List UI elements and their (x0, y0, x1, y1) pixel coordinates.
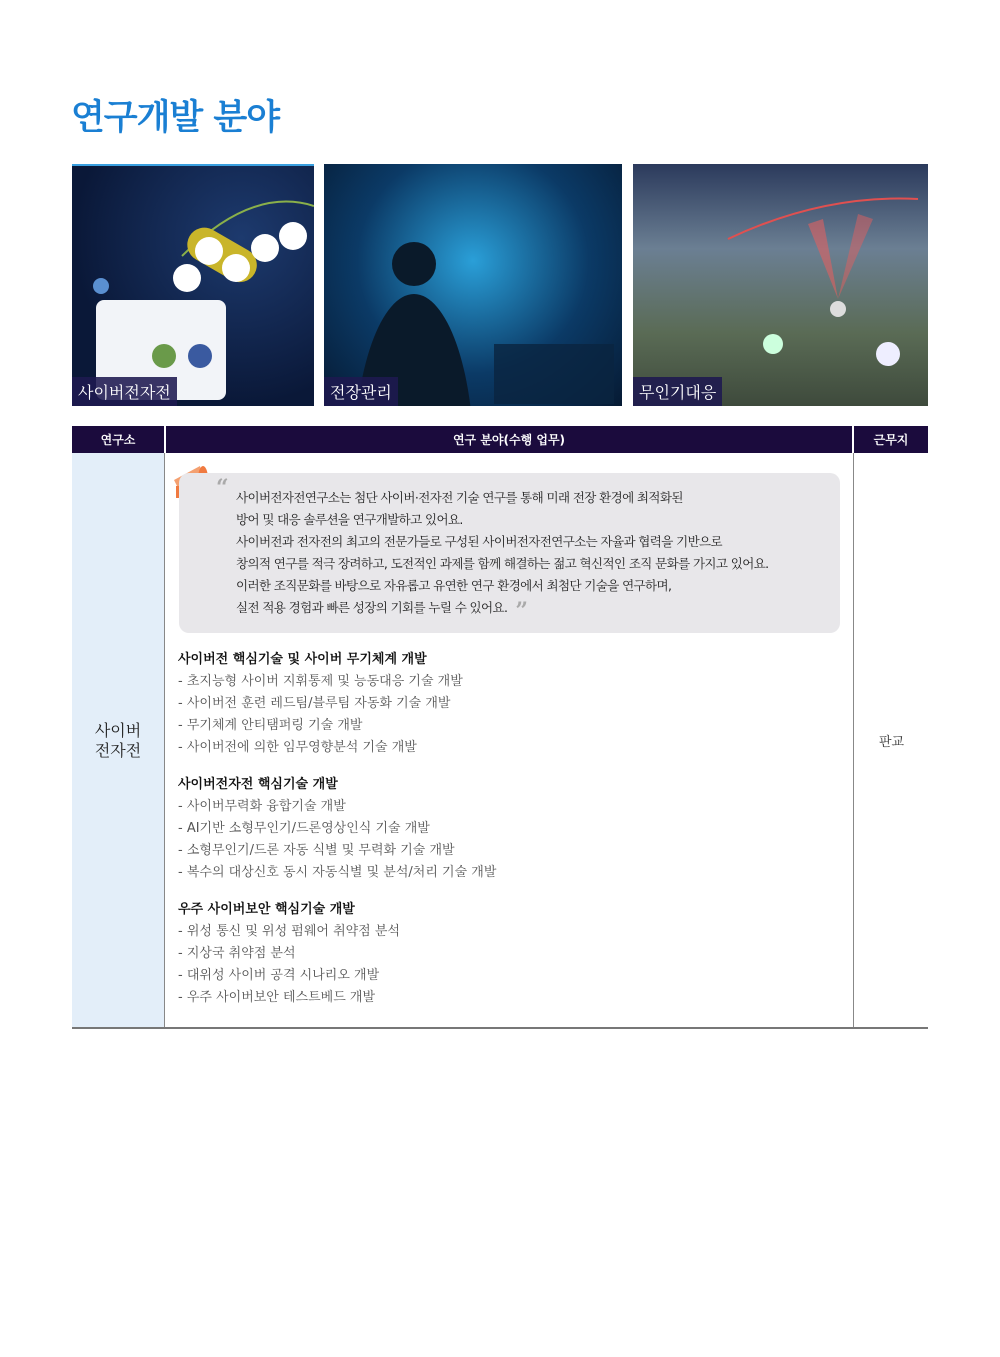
institute-name-line2: 전자전 (94, 740, 142, 760)
section-heading: 우주 사이버보안 핵심기술 개발 (178, 902, 355, 917)
section (178, 649, 852, 759)
photo-label: 전장관리 (324, 377, 398, 406)
quote-line: 사이버전과 전자전의 최고의 전문가들로 구성된 사이버전자전연구소는 자율과 협력을 기반으로 (236, 534, 722, 549)
section-item: - 우주 사이버보안 테스트베드 개발 (178, 990, 376, 1005)
institute-cell (72, 453, 165, 1028)
section-item: - 사이버전 훈련 레드팀/블루팀 자동화 기술 개발 (178, 696, 451, 711)
photo-battle-management (324, 164, 622, 406)
section-heading: 사이버전 핵심기술 및 사이버 무기체계 개발 (178, 652, 427, 667)
quote-line: 방어 및 대응 솔루션을 연구개발하고 있어요. (236, 512, 463, 527)
section-item: - 무기체계 안티탬퍼링 기술 개발 (178, 718, 363, 733)
photo-cyber-ew (72, 164, 314, 406)
research-field-cell (166, 453, 852, 1027)
section (178, 899, 852, 1009)
photo-counter-uav (633, 164, 928, 406)
close-quote-icon: ” (515, 598, 528, 624)
section-item: - 지상국 취약점 분석 (178, 946, 296, 961)
quote-line: 이러한 조직문화를 바탕으로 자유롭고 유연한 연구 환경에서 최첨단 기술을 연구하며, (236, 578, 672, 593)
cyber-diagram-illustration (72, 166, 314, 406)
section-item: - 사이버무력화 융합기술 개발 (178, 799, 346, 814)
open-quote-icon: “ (216, 475, 229, 501)
quote-line: 사이버전자전연구소는 첨단 사이버·전자전 기술 연구를 통해 미래 전장 환경에 최적화된 (236, 490, 683, 505)
soldier-map-illustration (324, 164, 622, 406)
research-sections (166, 633, 852, 1009)
section (178, 774, 852, 884)
section-item: - 초지능형 사이버 지휘통제 및 능동대응 기술 개발 (178, 674, 463, 689)
photo-label: 사이버전자전 (72, 377, 177, 406)
section-item: - 위성 통신 및 위성 펌웨어 취약점 분석 (178, 924, 400, 939)
header-research-field: 연구 분야(수행 업무) (166, 426, 852, 453)
table-bottom-border (72, 1027, 928, 1029)
header-location: 근무지 (854, 426, 928, 453)
counter-uav-illustration (633, 164, 928, 406)
section-item: - AI기반 소형무인기/드론영상인식 기술 개발 (178, 821, 430, 836)
location-cell: 판교 (853, 453, 929, 1028)
header-institute: 연구소 (72, 426, 164, 453)
section-item: - 사이버전에 의한 임무영향분석 기술 개발 (178, 740, 417, 755)
section-item: - 대위성 사이버 공격 시나리오 개발 (178, 968, 380, 983)
quote-line: 실전 적용 경험과 빠른 성장의 기회를 누릴 수 있어요. (236, 600, 508, 615)
page-title: 연구개발 분야 (71, 98, 280, 138)
quote-line: 창의적 연구를 적극 장려하고, 도전적인 과제를 함께 해결하는 젊고 혁신적인 조직 문화를 가지고 있어요. (236, 556, 769, 571)
quote-box (179, 473, 840, 633)
institute-name-line1: 사이버 (94, 720, 142, 740)
section-item: - 소형무인기/드론 자동 식별 및 무력화 기술 개발 (178, 843, 455, 858)
section-heading: 사이버전자전 핵심기술 개발 (178, 777, 338, 792)
photo-label: 무인기대응 (633, 377, 722, 406)
quote-last-line (236, 597, 830, 624)
section-item: - 복수의 대상신호 동시 자동식별 및 분석/처리 기술 개발 (178, 865, 497, 880)
